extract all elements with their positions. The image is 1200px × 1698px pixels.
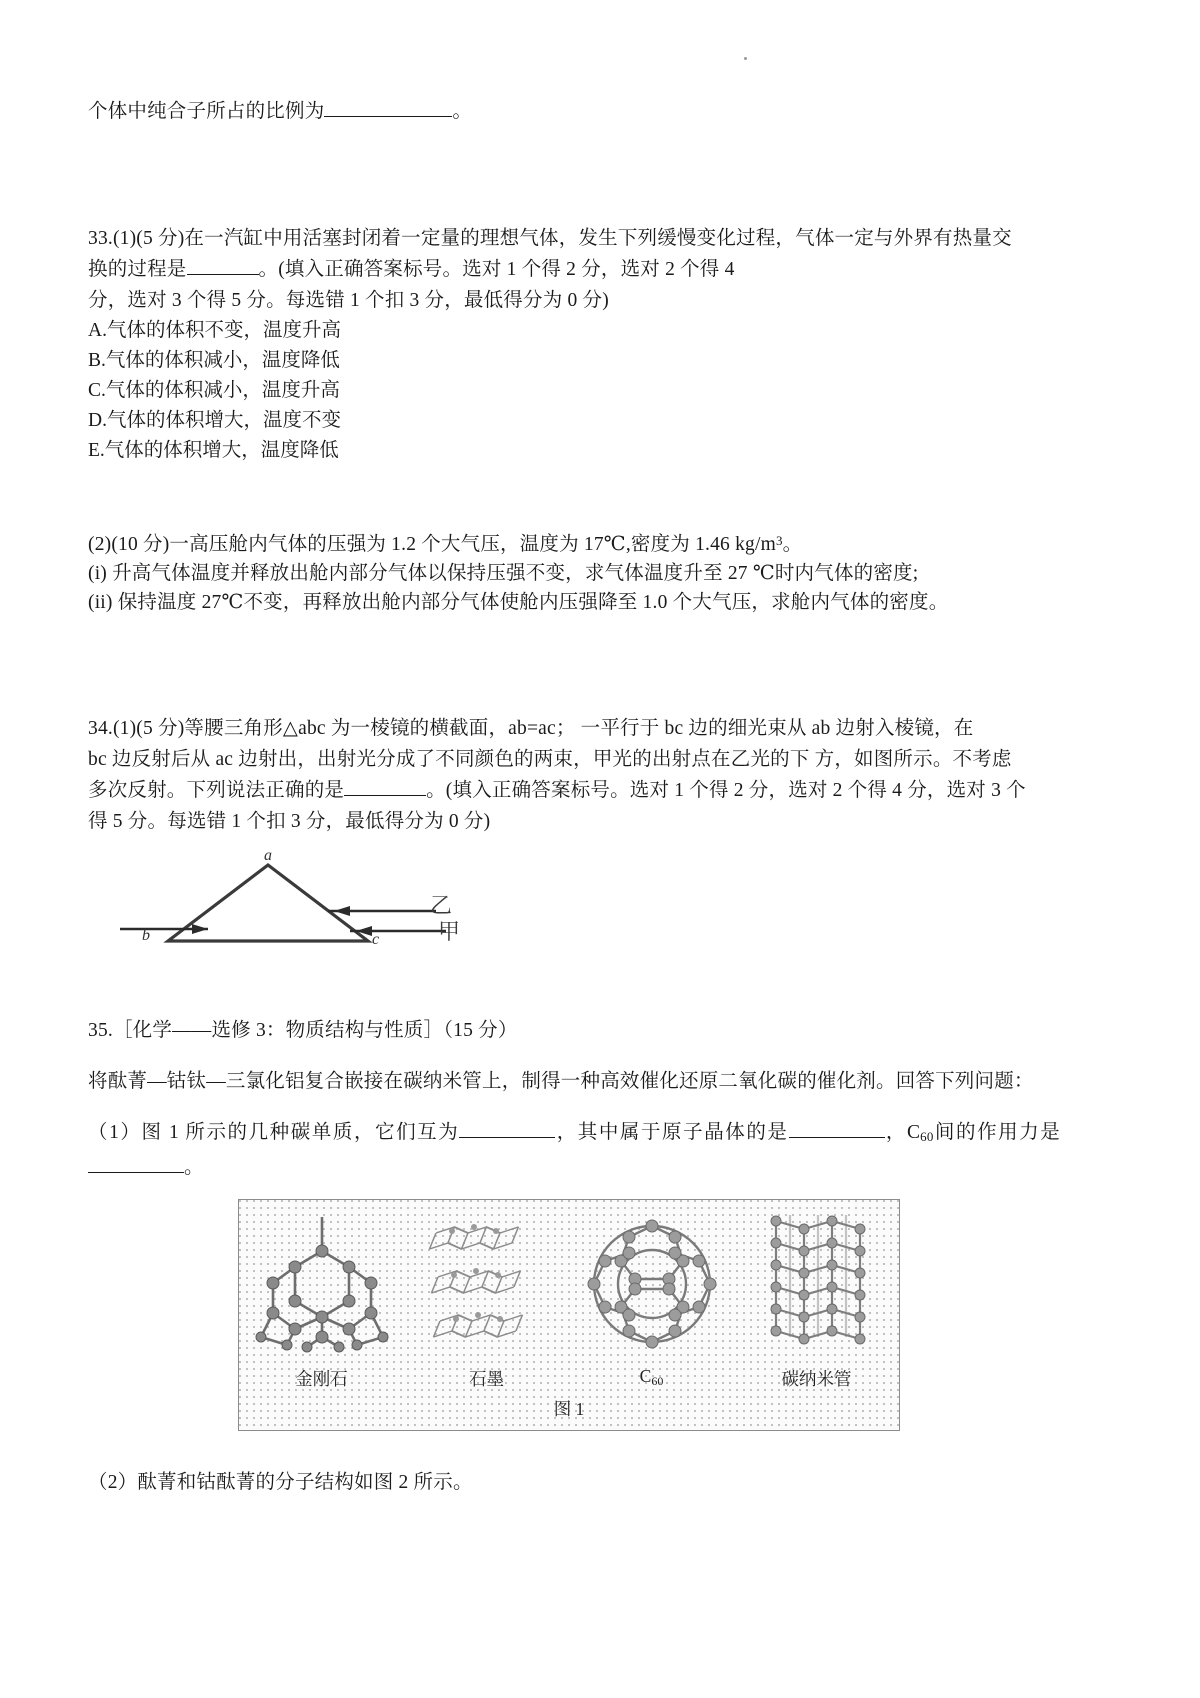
caption-nanotube: 碳纳米管 [781,1369,852,1389]
carryover-tail: 。 [452,101,473,122]
carbon-nanotube-structure [734,1204,899,1364]
caption-graphite: 石墨 [469,1369,504,1389]
q33-density-exponent: 3 [775,533,783,548]
q35-part1-b: ，其中属于原子晶体的是 [555,1122,789,1143]
gap-before-q34 [88,617,1060,713]
gap-after-carryover [88,127,1060,223]
prism-diagram-svg [116,851,476,963]
caption-c60 [569,1366,734,1391]
q33-part2-main: (2)(10 分)一高压舱内气体的压强为 1.2 个大气压，温度为 17℃,密度为 1.46 kg/m [88,534,776,555]
q33-stem-line-2-a: 换的过程是 [88,259,187,280]
graphite-layers-svg [412,1209,562,1359]
gap-q35-intro [88,1097,1060,1117]
gap-before-q33-part2 [88,466,1060,526]
q33-option-e[interactable]: E.气体的体积增大，温度降低 [88,440,339,461]
caption-c60-text: C [639,1366,652,1386]
prism-ray-yi-label: 乙 [430,893,453,918]
prism-vertex-b-label: b [142,927,150,944]
caption-c60-subscript: 60 [651,1374,664,1388]
fullerene-svg [577,1209,727,1359]
prism-figure [116,847,476,963]
q33-answer-blank[interactable] [187,274,259,275]
prism-vertex-c-label: c [372,931,380,948]
prism-ray-jia-label: 甲 [438,919,461,944]
q35-part1-c: ，C [884,1122,921,1143]
q33-stem-line-2-b: 。(填入正确答案标号。选对 1 个得 2 分，选对 2 个得 4 [258,259,735,280]
caption-diamond: 金刚石 [295,1369,348,1389]
q33-stem-line-1: 33.(1)(5 分)在一汽缸中用活塞封闭着一定量的理想气体，发生下列缓慢变化过程，气体一定与外界有热量交 [88,228,1012,249]
q33-option-a[interactable]: A.气体的体积不变，温度升高 [88,320,341,341]
q34-answer-blank[interactable] [344,795,426,796]
c60-structure [569,1204,734,1364]
question-35 [88,1015,1060,1498]
q33-option-b[interactable]: B.气体的体积减小，温度降低 [88,350,340,371]
q33-part2-line-3: (ii) 保持温度 27℃不变，再释放出舱内部分气体使舱内压强降至 1.0 个大气压，求舱内气体的密度。 [88,592,949,613]
q33-option-c[interactable]: C.气体的体积减小，温度升高 [88,380,340,401]
carbon-allotropes-figure [238,1199,900,1431]
q35-part2: （2）酞菁和钴酞菁的分子结构如图 2 所示。 [88,1472,473,1493]
question-33 [88,223,1060,617]
q33-part2-end: 。 [782,534,803,555]
gap-before-q35 [88,963,1060,1015]
gap-after-figure1 [88,1431,1060,1467]
q34-stem-line-1: 34.(1)(5 分)等腰三角形△abc 为一棱镜的横截面，ab=ac； 一平行于 bc 边的细光束从 ab 边射入棱镜，在 [88,718,974,739]
carbon-figure-captions [239,1366,899,1391]
answer-blank[interactable] [324,116,452,117]
figure-1-label: 图 1 [553,1399,585,1419]
q35-blank-1[interactable] [459,1137,555,1138]
q35-title: 35.［化学——选修 3：物质结构与性质］（15 分） [88,1020,518,1041]
carryover-text: 个体中纯合子所占的比例为 [88,101,325,122]
q33-part2-line-1 [88,526,1060,559]
q34-stem-line-3-a: 多次反射。下列说法正确的是 [88,780,345,801]
q35-part1 [88,1117,1060,1183]
q34-stem-line-4: 得 5 分。每选错 1 个扣 3 分，最低得分为 0 分) [88,811,491,832]
q33-stem-line-2 [88,254,1060,285]
graphite-structure [404,1204,569,1364]
q33-option-d[interactable]: D.气体的体积增大，温度不变 [88,410,341,431]
q34-stem-line-3-b: 。(填入正确答案标号。选对 1 个得 2 分，选对 2 个得 4 分，选对 3 个 [426,780,1026,801]
q35-blank-3[interactable] [88,1172,184,1173]
q33-stem-line-3: 分，选对 3 个得 5 分。每选错 1 个扣 3 分，最低得分为 0 分) [88,290,609,311]
q35-part1-e: 。 [184,1157,204,1178]
q35-c60-subscript: 60 [920,1129,934,1144]
carryover-paragraph [88,96,1060,127]
q35-intro: 将酞菁—钴钛—三氯化铝复合嵌接在碳纳米管上，制得一种高效催化还原二氧化碳的催化剂。回答下列问题： [88,1071,1034,1092]
q35-part1-a: （1）图 1 所示的几种碳单质，它们互为 [88,1122,460,1143]
q33-part2-line-2: (i) 升高气体温度并释放出舱内部分气体以保持压强不变，求气体温度升至 27 ℃时内气体的密度; [88,563,919,584]
gap-q35-title [88,1046,1060,1066]
diamond-lattice-svg [247,1209,397,1359]
top-margin-spacer [88,0,1060,96]
prism-vertex-a-label: a [264,847,272,864]
diamond-structure [239,1204,404,1364]
carbon-structures-row [239,1204,899,1364]
question-34 [88,713,1060,963]
q34-stem-line-3 [88,775,1060,806]
q35-blank-2[interactable] [789,1137,885,1138]
q35-part1-d: 间的作用力是 [933,1122,1060,1143]
q34-stem-line-2: bc 边反射后从 ac 边射出，出射光分成了不同颜色的两束，甲光的出射点在乙光的下 方，如图所示。不考虑 [88,749,1012,770]
page-content [88,0,1060,1498]
nanotube-svg [742,1209,892,1359]
